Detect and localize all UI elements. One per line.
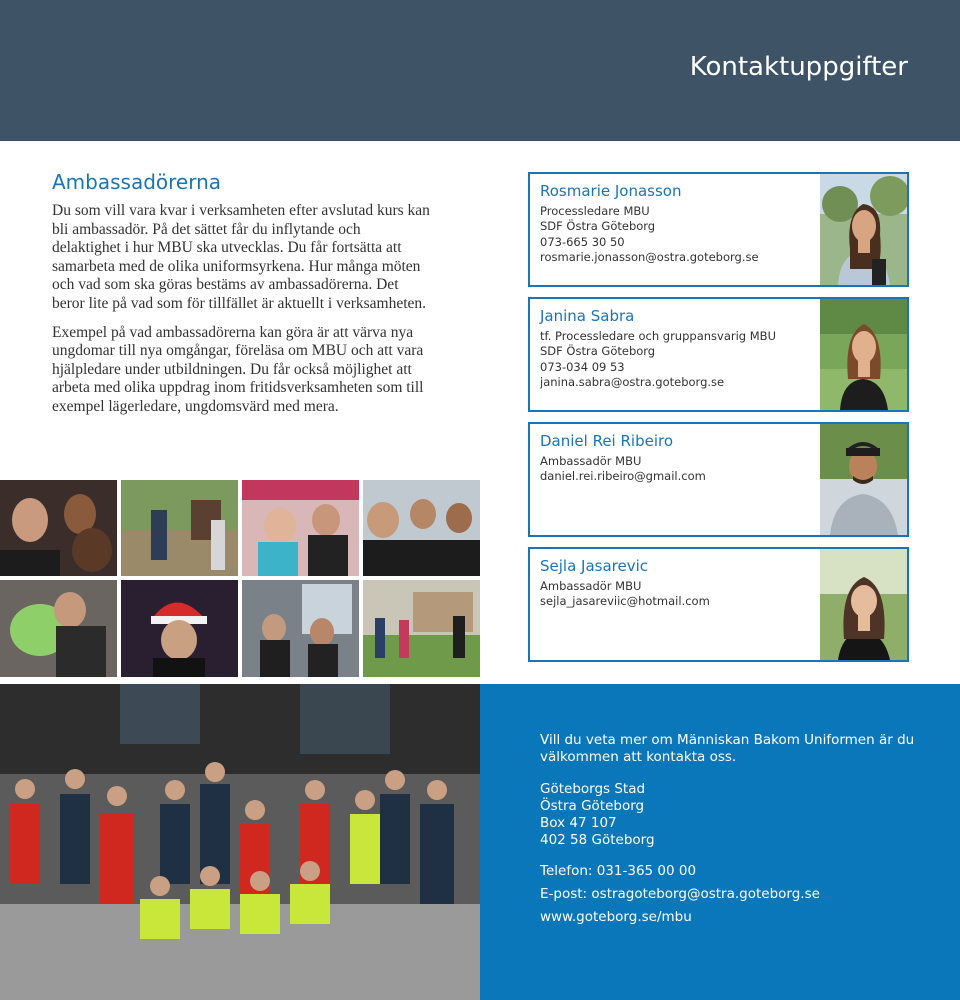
portrait-photo: [820, 174, 907, 285]
contact-email[interactable]: daniel.rei.ribeiro@gmail.com: [540, 469, 706, 484]
info-links: [540, 860, 820, 929]
contact-email[interactable]: rosmarie.jonasson@ostra.goteborg.se: [540, 249, 759, 264]
portrait-photo: [820, 549, 907, 660]
ambassadors-heading: Ambassadörerna: [52, 170, 222, 194]
ambassadors-section: [52, 170, 432, 427]
contact-org: SDF Östra Göteborg: [540, 219, 656, 234]
collage-photo: [121, 580, 238, 677]
contact-phone[interactable]: 073-665 30 50: [540, 234, 625, 249]
contact-name: Janina Sabra: [540, 307, 635, 325]
collage-photo: [363, 480, 480, 576]
ambassadors-paragraph-2: Exempel på vad ambassadörerna kan göra är att värva nya ungdomar till nya omgångar, föreläsa om MBU och att vara hjälpledare under utbildningen. Du får också möjlighet att arbeta med olika uppdrag inom fritidsverksamheten som till exempel lägerledare, ungdomsvärd med mera.: [52, 323, 424, 415]
collage-photo: [363, 580, 480, 677]
contact-phone[interactable]: 073-034 09 53: [540, 359, 625, 374]
contact-email[interactable]: sejla_jasareviic@hotmail.com: [540, 594, 710, 609]
address-line: 402 58 Göteborg: [540, 832, 655, 848]
collage-photo: [0, 580, 117, 677]
contact-role: Processledare MBU: [540, 204, 650, 218]
info-intro: Vill du veta mer om Människan Bakom Uniformen är du välkommen att kontakta oss.: [540, 732, 915, 765]
address-line: Box 47 107: [540, 815, 617, 831]
contact-role: Ambassadör MBU: [540, 579, 642, 593]
collage-photo: [242, 480, 359, 576]
page-title: Kontaktuppgifter: [689, 52, 908, 82]
portrait-photo: [820, 299, 907, 410]
contact-name: Daniel Rei Ribeiro: [540, 432, 674, 450]
contact-email[interactable]: janina.sabra@ostra.goteborg.se: [540, 374, 725, 389]
contact-name: Sejla Jasarevic: [540, 557, 649, 575]
contact-card-daniel: [528, 422, 909, 537]
contact-role: tf. Processledare och gruppansvarig MBU: [540, 329, 776, 343]
email-line[interactable]: E-post: ostragoteborg@ostra.goteborg.se: [540, 886, 820, 902]
collage-photo: [242, 580, 359, 677]
contact-card-janina: [528, 297, 909, 412]
ambassadors-paragraph-1: Du som vill vara kvar i verksamheten efter avslutad kurs kan bli ambassadör. På det sättet får du inflytande och delaktighet i hur MBU ska utvecklas. Du får fortsätta att samarbeta med de olika uniformsyrkena. Hur många möten och vad som ska göras bestäms av ambassadörerna. Det beror lite på vad som för tillfället är aktuellt i verksamheten.: [52, 202, 430, 312]
contact-role: Ambassadör MBU: [540, 454, 642, 468]
contact-card-sejla: [528, 547, 909, 662]
postal-address: [540, 781, 655, 849]
contact-org: SDF Östra Göteborg: [540, 344, 656, 359]
website-link[interactable]: www.goteborg.se/mbu: [540, 909, 692, 925]
collage-photo: [0, 480, 117, 576]
contact-card-rosmarie: [528, 172, 909, 287]
portrait-photo: [820, 424, 907, 535]
page-header: [0, 0, 960, 141]
contact-name: Rosmarie Jonasson: [540, 182, 682, 200]
phone-line[interactable]: Telefon: 031-365 00 00: [540, 863, 697, 879]
contact-info-panel: [480, 684, 960, 1000]
collage-photo: [121, 480, 238, 576]
address-line: Göteborgs Stad: [540, 781, 646, 797]
group-photo: [0, 684, 480, 1000]
address-line: Östra Göteborg: [540, 798, 645, 814]
